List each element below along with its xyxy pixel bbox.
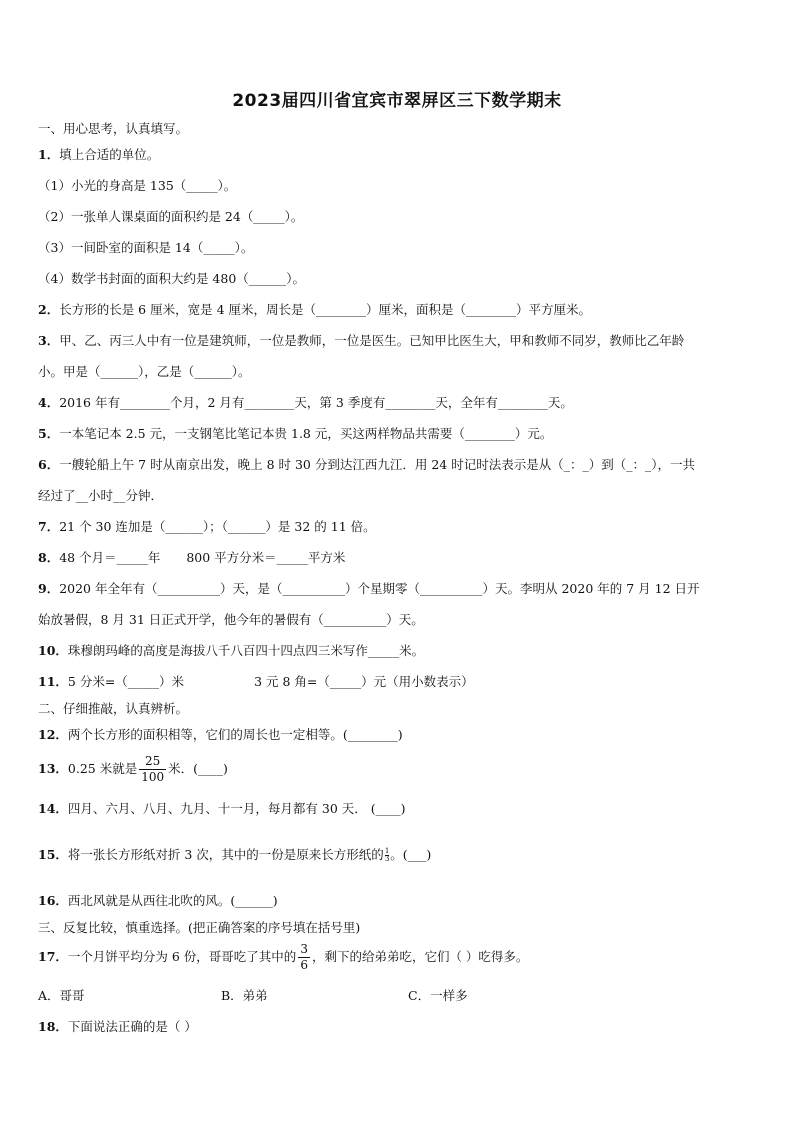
question-1-sub-4: （4）数学书封面的面积大约是 480（______）。 xyxy=(38,271,306,286)
option-a: A．哥哥 xyxy=(38,988,85,1003)
question-number: 3． xyxy=(38,333,60,348)
question-text-part-2: 3 元 8 角=（_____）元（用小数表示） xyxy=(254,674,474,689)
question-14 xyxy=(38,800,768,818)
fraction xyxy=(139,754,166,785)
question-number: 15． xyxy=(38,847,68,862)
question-12 xyxy=(38,726,768,744)
question-9 xyxy=(38,580,768,598)
question-text-part-1: 48 个月＝_____年 xyxy=(59,550,161,565)
question-number: 4． xyxy=(38,395,60,410)
question-number: 6． xyxy=(38,457,60,472)
question-17 xyxy=(38,942,768,973)
question-7 xyxy=(38,518,768,536)
question-13 xyxy=(38,754,768,785)
question-16 xyxy=(38,892,768,910)
question-text: 西北风就是从西往北吹的风。(______) xyxy=(67,893,278,908)
section-2-heading: 二、仔细推敲，认真辨析。 xyxy=(38,701,189,716)
question-6 xyxy=(38,456,768,474)
question-text: 21 个 30 连加是（______）；（______）是 32 的 11 倍。 xyxy=(59,519,376,534)
question-1 xyxy=(38,146,768,164)
question-8 xyxy=(38,549,768,567)
question-18 xyxy=(38,1018,768,1036)
question-1-sub-2: （2）一张单人课桌面的面积约是 24（_____）。 xyxy=(38,209,304,224)
question-text-after: ，剩下的给弟弟吃，它们（ ）吃得多。 xyxy=(311,949,529,964)
question-number: 12． xyxy=(38,727,68,742)
fraction-denominator: 6 xyxy=(300,958,308,972)
question-text: 珠穆朗玛峰的高度是海拔八千八百四十四点四三米写作_____米。 xyxy=(67,643,425,658)
question-number: 10． xyxy=(38,643,68,658)
question-text: 2016 年有________个月，2 月有________天，第 3 季度有________天，全年有________天。 xyxy=(59,395,573,410)
question-text-before: 一个月饼平均分为 6 份，哥哥吃了其中的 xyxy=(67,949,297,964)
fraction-numerator: 3 xyxy=(300,942,308,956)
question-3 xyxy=(38,332,768,350)
fraction xyxy=(298,942,310,973)
fraction-denominator: 3 xyxy=(384,855,390,863)
question-text-after: 米．(____) xyxy=(168,761,228,776)
fraction-numerator: 1 xyxy=(384,847,390,855)
question-3-continued: 小。甲是（______），乙是（______）。 xyxy=(38,364,251,379)
question-number: 11． xyxy=(38,674,68,689)
question-number: 1． xyxy=(38,147,60,162)
question-number: 8． xyxy=(38,550,60,565)
option-c: C．一样多 xyxy=(408,988,468,1003)
question-text: 填上合适的单位。 xyxy=(59,147,160,162)
question-text: 长方形的长是 6 厘米，宽是 4 厘米，周长是（________）厘米，面积是（________）平方厘米。 xyxy=(59,302,592,317)
question-2 xyxy=(38,301,768,319)
section-3-heading: 三、反复比较，慎重选择。(把正确答案的序号填在括号里) xyxy=(38,920,361,935)
question-text: 一艘轮船上午 7 时从南京出发，晚上 8 时 30 分到达江西九江．用 24 时记时法表示是从（_：_）到（_：_），一共 xyxy=(59,457,695,472)
question-number: 14． xyxy=(38,801,68,816)
question-text: 四月、六月、八月、九月、十一月，每月都有 30 天． (____) xyxy=(67,801,406,816)
question-number: 2． xyxy=(38,302,60,317)
question-text: 2020 年全年有（__________）天，是（__________）个星期零（__________）天。李明从 2020 年的 7 月 12 日开 xyxy=(59,581,700,596)
question-text-after: 。(___) xyxy=(390,847,432,862)
fraction-denominator: 100 xyxy=(141,770,165,784)
question-10 xyxy=(38,642,768,660)
question-text-part-1: 5 分米=（_____）米 xyxy=(67,674,185,689)
page-title: 2023届四川省宜宾市翠屏区三下数学期末 xyxy=(232,91,562,111)
question-15 xyxy=(38,846,768,864)
question-number: 9． xyxy=(38,581,60,596)
question-text-before: 将一张长方形纸对折 3 次，其中的一份是原来长方形纸的 xyxy=(67,847,384,862)
question-1-sub-3: （3）一间卧室的面积是 14（_____）。 xyxy=(38,240,254,255)
question-text-before: 0.25 米就是 xyxy=(67,761,138,776)
section-1-heading: 一、用心思考，认真填写。 xyxy=(38,121,189,136)
question-5 xyxy=(38,425,768,443)
question-6-continued: 经过了__小时__分钟． xyxy=(38,488,164,503)
question-11 xyxy=(38,673,768,691)
question-number: 17． xyxy=(38,949,68,964)
question-number: 18． xyxy=(38,1019,68,1034)
question-text: 一本笔记本 2.5 元，一支钢笔比笔记本贵 1.8 元，买这两样物品共需要（________）元。 xyxy=(59,426,553,441)
question-text: 甲、乙、丙三人中有一位是建筑师，一位是教师，一位是医生。已知甲比医生大，甲和教师不同岁，教师比乙年龄 xyxy=(59,333,685,348)
question-text-part-2: 800 平方分米＝_____平方米 xyxy=(186,550,346,565)
question-9-continued: 始放暑假，8 月 31 日正式开学，他今年的暑假有（__________）天。 xyxy=(38,612,424,627)
question-number: 13． xyxy=(38,761,68,776)
question-4 xyxy=(38,394,768,412)
fraction xyxy=(385,848,389,863)
fraction-numerator: 25 xyxy=(139,754,166,770)
question-number: 5． xyxy=(38,426,60,441)
question-text: 下面说法正确的是（ ） xyxy=(67,1019,197,1034)
question-number: 16． xyxy=(38,893,68,908)
question-1-sub-1: （1）小光的身高是 135（_____）。 xyxy=(38,178,237,193)
question-text: 两个长方形的面积相等，它们的周长也一定相等。(________) xyxy=(67,727,403,742)
option-b: B．弟弟 xyxy=(221,988,268,1003)
question-number: 7． xyxy=(38,519,60,534)
